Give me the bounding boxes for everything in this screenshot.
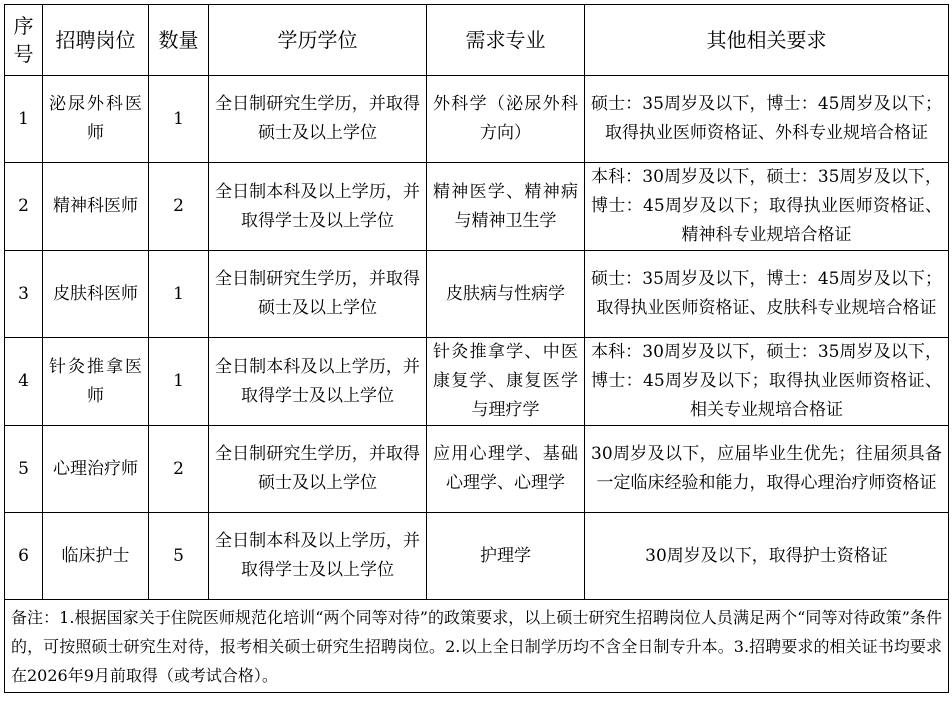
row-no: 3: [5, 251, 43, 338]
row-count: 2: [149, 426, 209, 513]
row-count: 5: [149, 513, 209, 600]
row-position: 心理治疗师: [43, 426, 149, 513]
row-education: 全日制本科及以上学历，并取得学士及以上学位: [209, 338, 427, 426]
row-no: 2: [5, 163, 43, 251]
row-education: 全日制研究生学历，并取得硕士及以上学位: [209, 426, 427, 513]
row-major: 应用心理学、基础心理学、心理学: [427, 426, 585, 513]
row-major: 精神医学、精神病与精神卫生学: [427, 163, 585, 251]
header-other: 其他相关要求: [585, 5, 949, 76]
row-count: 1: [149, 338, 209, 426]
row-other: 本科：30周岁及以下，硕士：35周岁及以下，博士：45周岁及以下；取得执业医师资格证、相关专业规培合格证: [585, 338, 949, 426]
header-no: 序号: [5, 5, 43, 76]
header-major: 需求专业: [427, 5, 585, 76]
row-education: 全日制研究生学历，并取得硕士及以上学位: [209, 251, 427, 338]
row-other: 30周岁及以下，取得护士资格证: [585, 513, 949, 600]
table-header-row: [5, 5, 949, 76]
row-major: 皮肤病与性病学: [427, 251, 585, 338]
table-row: [5, 338, 949, 426]
row-no: 1: [5, 76, 43, 163]
row-count: 2: [149, 163, 209, 251]
row-other: 硕士：35周岁及以下，博士：45周岁及以下；取得执业医师资格证、外科专业规培合格证: [585, 76, 949, 163]
header-count: 数量: [149, 5, 209, 76]
row-count: 1: [149, 251, 209, 338]
notes-row: [5, 600, 949, 693]
row-education: 全日制本科及以上学历，并取得学士及以上学位: [209, 163, 427, 251]
row-position: 针灸推拿医师: [43, 338, 149, 426]
row-position: 泌尿外科医师: [43, 76, 149, 163]
row-other: 硕士：35周岁及以下，博士：45周岁及以下；取得执业医师资格证、皮肤科专业规培合格证: [585, 251, 949, 338]
row-major: 外科学（泌尿外科方向）: [427, 76, 585, 163]
row-position: 皮肤科医师: [43, 251, 149, 338]
row-other: 本科：30周岁及以下，硕士：35周岁及以下，博士：45周岁及以下；取得执业医师资格证、精神科专业规培合格证: [585, 163, 949, 251]
row-position: 临床护士: [43, 513, 149, 600]
table-row: [5, 513, 949, 600]
row-other: 30周岁及以下，应届毕业生优先；往届须具备一定临床经验和能力，取得心理治疗师资格证: [585, 426, 949, 513]
recruitment-table: [4, 4, 949, 693]
notes-text: 备注：1.根据国家关于住院医师规范化培训“两个同等对待”的政策要求，以上硕士研究生招聘岗位人员满足两个“同等对待政策”条件的，可按照硕士研究生对待，报考相关硕士研究生招聘岗位。2.以上全日制学历均不含全日制专升本。3.招聘要求的相关证书均要求在2026年9月前取得（或考试合格）。: [5, 600, 949, 693]
table-row: [5, 76, 949, 163]
table-row: [5, 251, 949, 338]
row-education: 全日制本科及以上学历，并取得学士及以上学位: [209, 513, 427, 600]
row-count: 1: [149, 76, 209, 163]
header-education: 学历学位: [209, 5, 427, 76]
row-major: 针灸推拿学、中医康复学、康复医学与理疗学: [427, 338, 585, 426]
row-education: 全日制研究生学历，并取得硕士及以上学位: [209, 76, 427, 163]
table-row: [5, 163, 949, 251]
row-no: 6: [5, 513, 43, 600]
row-position: 精神科医师: [43, 163, 149, 251]
row-no: 5: [5, 426, 43, 513]
row-no: 4: [5, 338, 43, 426]
table-row: [5, 426, 949, 513]
row-major: 护理学: [427, 513, 585, 600]
header-position: 招聘岗位: [43, 5, 149, 76]
